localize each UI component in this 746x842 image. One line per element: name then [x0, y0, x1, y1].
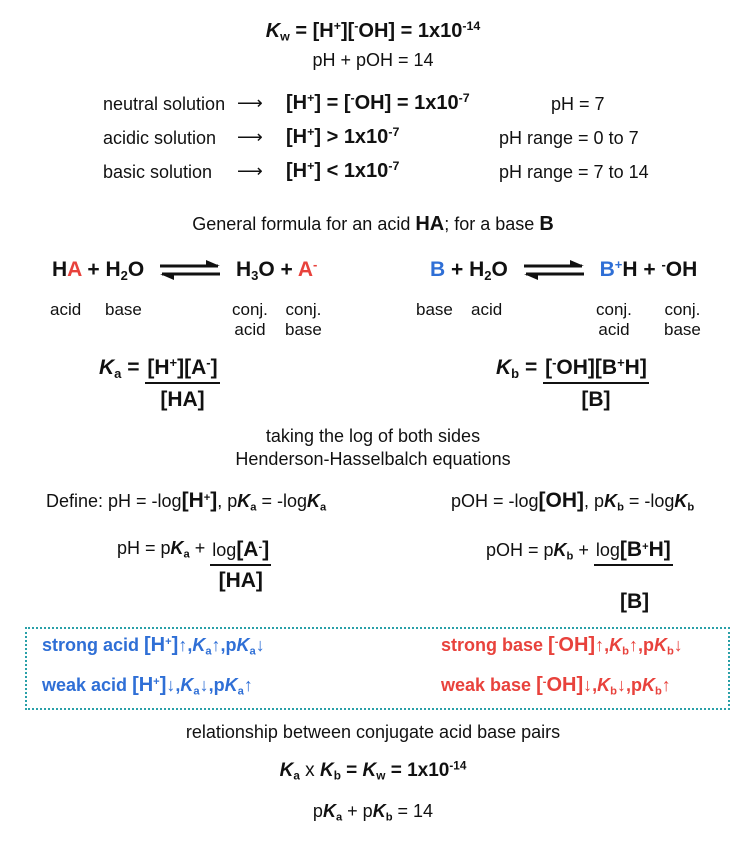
- pka-pkb-sum: $pK_a + pK_b = 14$: [312, 801, 434, 824]
- strong-acid-row: strong acid $[H^+]↑,K_a↑,pK_a↓$: [42, 634, 265, 658]
- hh-base-denominator: [B]: [620, 590, 650, 613]
- ka-kb-product: $K_a$ x $K_b = K_w = 1x10^{-14}$: [279, 759, 467, 783]
- solution-neutral-eq: $[H^+] = [^-OH] = 1x10^{-7}$: [286, 91, 470, 114]
- base-equation: $B + H_2O$ B+H + -OH: [430, 256, 698, 283]
- solution-neutral-label: neutral solution: [103, 94, 226, 114]
- label-base: base: [105, 300, 142, 319]
- label-conj-base: conj. base: [285, 300, 322, 339]
- arrow-icon: ⟶: [237, 127, 263, 147]
- label-acid-b: acid: [471, 300, 503, 319]
- kb-expression: $K_b$ = $\frac{[^-OH][B^+H]}{[B]}$: [496, 354, 647, 411]
- arrow-icon: ⟶: [237, 93, 263, 113]
- ka-expression: $K_a$ = $\frac{[H^+][A^-]}{[HA]}$: [99, 354, 218, 411]
- kw-equation: $K_w = [H^+][^-OH] = 1x10^{-14}$: [265, 19, 481, 44]
- define-base: pOH = -log[OH], $pK_b = -\log K_b$: [451, 489, 695, 514]
- label-conj-acid: conj. acid: [232, 300, 268, 339]
- hh-acid: pH = $pK_a$ + $\frac{\log[A^-]}{[HA]}$: [117, 538, 270, 592]
- label-acid: acid: [50, 300, 82, 319]
- define-acid: Define: pH = -log[H+], $pK_a = -\log K_a$: [46, 489, 327, 514]
- equilibrium-arrow-icon: [522, 259, 586, 281]
- solution-basic-ph: pH range = 7 to 14: [499, 162, 649, 182]
- solution-acidic-eq: $[H^+] > 1x10^{-7}$: [286, 125, 400, 148]
- equilibrium-arrow-icon: [158, 259, 222, 281]
- solution-acidic-ph: pH range = 0 to 7: [499, 128, 639, 148]
- label-base-b: base: [416, 300, 453, 319]
- acid-equation: HA + $H_2O$ $H_3O + A^-$: [52, 256, 318, 283]
- relationship-caption: relationship between conjugate acid base pairs: [185, 722, 561, 742]
- solution-acidic-label: acidic solution: [103, 128, 217, 148]
- ph-sum: pH + pOH = 14: [312, 50, 434, 70]
- strong-base-row: strong base $[^-OH]↑,K_b↑,pK_b↓$: [441, 634, 683, 658]
- general-formula: General formula for an acid HA; for a base B: [192, 213, 554, 235]
- solution-basic-eq: $[H^+] < 1x10^{-7}$: [286, 159, 400, 182]
- arrow-icon: ⟶: [237, 161, 263, 181]
- log-caption: taking the log of both sides: [265, 426, 481, 446]
- solution-neutral-ph: pH = 7: [551, 94, 605, 114]
- hh-caption: Henderson-Hasselbalch equations: [235, 449, 511, 469]
- solution-basic-label: basic solution: [103, 162, 213, 182]
- label-conj-acid-b: conj. acid: [596, 300, 632, 339]
- label-conj-base-b: conj. base: [664, 300, 701, 339]
- weak-acid-row: weak acid $[H^+]↓,K_a↓,pK_a↑$: [42, 674, 253, 698]
- hh-base: pOH = $pK_b + \log[B^+H]$: [486, 538, 673, 566]
- weak-base-row: weak base $[^-OH]↓,K_b↓,pK_b↑$: [441, 674, 671, 698]
